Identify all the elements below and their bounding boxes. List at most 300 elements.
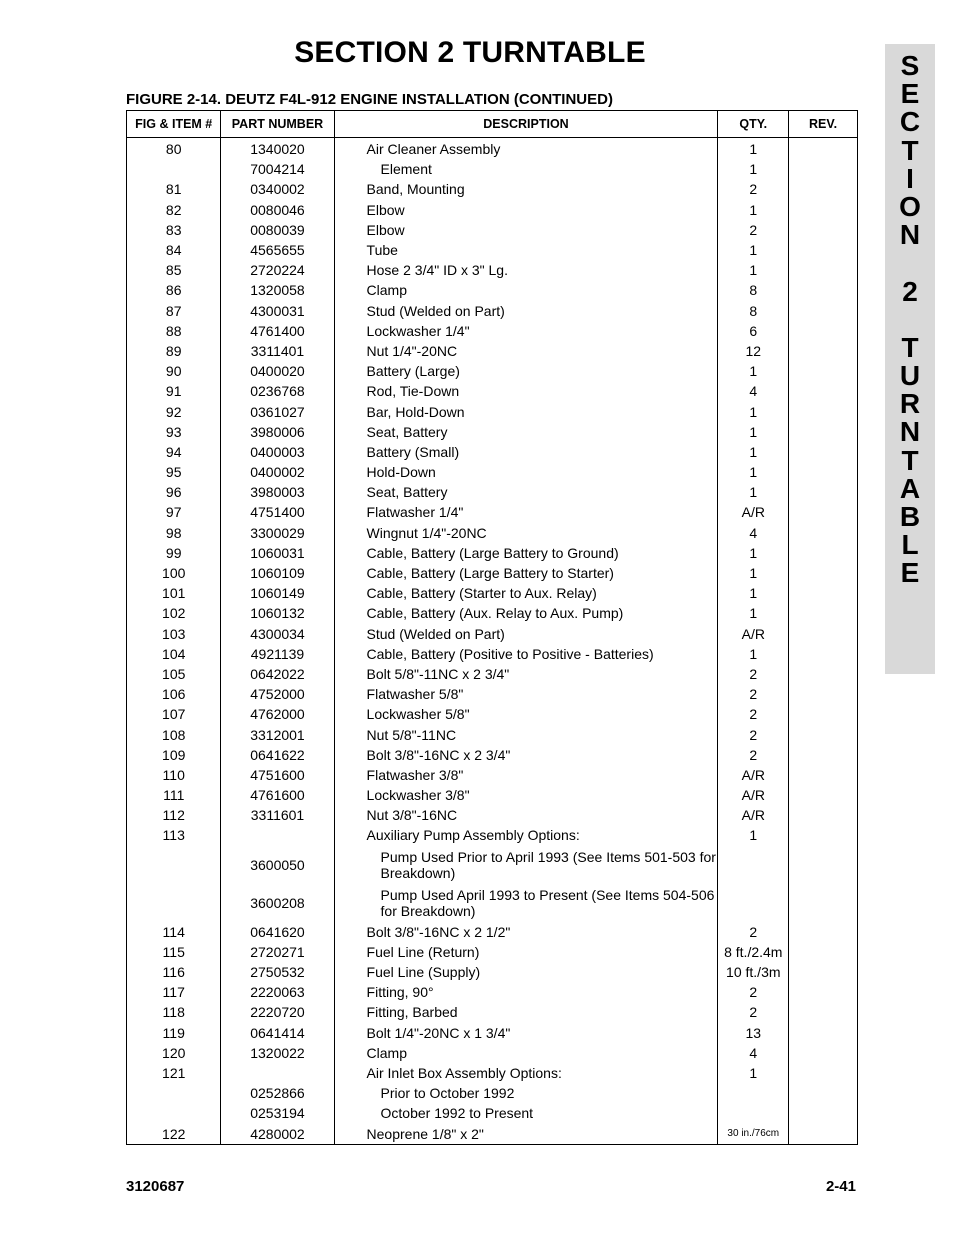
item-number-cell: 94 (127, 442, 221, 462)
table-row (127, 1103, 858, 1123)
qty-cell (718, 846, 789, 884)
table-row (127, 462, 858, 482)
item-number-cell: 85 (127, 260, 221, 280)
item-number-cell: 119 (127, 1023, 221, 1043)
rev-cell (789, 664, 858, 684)
table-row (127, 684, 858, 704)
description-cell: Rod, Tie-Down (334, 381, 718, 401)
table-row (127, 583, 858, 603)
table-row (127, 341, 858, 361)
table-row (127, 260, 858, 280)
table-row (127, 523, 858, 543)
description-cell: Battery (Small) (334, 442, 718, 462)
side-tab-letter: A (899, 472, 921, 504)
qty-cell: 2 (718, 704, 789, 724)
description-cell: Pump Used April 1993 to Present (See Items 504-506 for Breakdown) (334, 884, 718, 922)
qty-cell: 2 (718, 982, 789, 1002)
item-number-cell: 103 (127, 624, 221, 644)
side-tab-letter: N (899, 416, 921, 448)
table-row (127, 543, 858, 563)
description-cell: Cable, Battery (Large Battery to Starter) (334, 563, 718, 583)
part-number-cell: 3980003 (221, 482, 334, 502)
description-cell: Fuel Line (Supply) (334, 962, 718, 982)
table-row (127, 280, 858, 300)
table-row (127, 179, 858, 199)
item-number-cell: 114 (127, 922, 221, 942)
column-header-rev: REV. (789, 111, 858, 138)
figure-title: FIGURE 2-14. DEUTZ F4L-912 ENGINE INSTALLATION (CONTINUED) (126, 91, 613, 108)
part-number-cell: 4761600 (221, 785, 334, 805)
rev-cell (789, 1043, 858, 1063)
rev-cell (789, 846, 858, 884)
rev-cell (789, 1083, 858, 1103)
part-number-cell: 3600208 (221, 884, 334, 922)
rev-cell (789, 280, 858, 300)
table-row (127, 200, 858, 220)
item-number-cell: 106 (127, 684, 221, 704)
table-row (127, 982, 858, 1002)
table-row (127, 138, 858, 160)
description-cell: Bolt 3/8"-16NC x 2 3/4" (334, 745, 718, 765)
description-cell: Bolt 5/8"-11NC x 2 3/4" (334, 664, 718, 684)
qty-cell (718, 884, 789, 922)
table-row (127, 825, 858, 845)
table-row (127, 502, 858, 522)
item-number-cell: 86 (127, 280, 221, 300)
side-tab-letter: E (900, 78, 920, 110)
description-cell: Lockwasher 1/4" (334, 321, 718, 341)
side-tab-letter (885, 249, 935, 277)
rev-cell (789, 684, 858, 704)
table-row (127, 401, 858, 421)
part-number-cell: 4762000 (221, 704, 334, 724)
table-row (127, 563, 858, 583)
item-number-cell: 113 (127, 825, 221, 845)
part-number-cell: 3300029 (221, 523, 334, 543)
table-row (127, 381, 858, 401)
qty-cell: 12 (718, 341, 789, 361)
description-cell: Stud (Welded on Part) (334, 624, 718, 644)
description-cell: Seat, Battery (334, 482, 718, 502)
rev-cell (789, 1123, 858, 1144)
part-number-cell: 4300031 (221, 301, 334, 321)
rev-cell (789, 502, 858, 522)
item-number-cell: 104 (127, 644, 221, 664)
table-row (127, 922, 858, 942)
part-number-cell: 3311401 (221, 341, 334, 361)
side-tab-letter: S (900, 50, 920, 81)
qty-cell (718, 1103, 789, 1123)
item-number-cell: 98 (127, 523, 221, 543)
item-number-cell: 87 (127, 301, 221, 321)
part-number-cell: 0641620 (221, 922, 334, 942)
table-row (127, 805, 858, 825)
qty-cell: 4 (718, 523, 789, 543)
item-number-cell: 109 (127, 745, 221, 765)
item-number-cell: 121 (127, 1063, 221, 1083)
qty-cell: A/R (718, 785, 789, 805)
part-number-cell: 3312001 (221, 724, 334, 744)
description-cell: Bolt 3/8"-16NC x 2 1/2" (334, 922, 718, 942)
table-header-row (127, 111, 858, 138)
part-number-cell: 4752000 (221, 684, 334, 704)
description-cell: Pump Used Prior to April 1993 (See Items 501-503 for Breakdown) (334, 846, 718, 884)
side-tab-letter: R (899, 388, 921, 420)
part-number-cell: 0642022 (221, 664, 334, 684)
rev-cell (789, 982, 858, 1002)
qty-cell: 8 (718, 280, 789, 300)
table-row (127, 1043, 858, 1063)
table-row (127, 704, 858, 724)
description-cell: October 1992 to Present (334, 1103, 718, 1123)
item-number-cell: 96 (127, 482, 221, 502)
item-number-cell: 120 (127, 1043, 221, 1063)
rev-cell (789, 1103, 858, 1123)
part-number-cell: 4751400 (221, 502, 334, 522)
description-cell: Clamp (334, 1043, 718, 1063)
description-cell: Stud (Welded on Part) (334, 301, 718, 321)
qty-cell: A/R (718, 765, 789, 785)
table-row (127, 301, 858, 321)
side-tab-letter: O (899, 190, 921, 222)
qty-cell: 2 (718, 664, 789, 684)
item-number-cell: 82 (127, 200, 221, 220)
part-number-cell: 0400020 (221, 361, 334, 381)
rev-cell (789, 523, 858, 543)
item-number-cell: 88 (127, 321, 221, 341)
rev-cell (789, 724, 858, 744)
description-cell: Band, Mounting (334, 179, 718, 199)
rev-cell (789, 785, 858, 805)
table-row (127, 785, 858, 805)
item-number-cell: 102 (127, 603, 221, 623)
document-number: 3120687 (126, 1178, 185, 1195)
rev-cell (789, 1023, 858, 1043)
qty-cell: 1 (718, 1063, 789, 1083)
item-number-cell: 83 (127, 220, 221, 240)
description-cell: Prior to October 1992 (334, 1083, 718, 1103)
qty-cell: 1 (718, 825, 789, 845)
part-number-cell: 4565655 (221, 240, 334, 260)
part-number-cell: 0641414 (221, 1023, 334, 1043)
qty-cell: 2 (718, 724, 789, 744)
qty-cell: A/R (718, 502, 789, 522)
description-cell: Battery (Large) (334, 361, 718, 381)
side-tab-letter: B (899, 501, 921, 532)
qty-cell: A/R (718, 624, 789, 644)
qty-cell: A/R (718, 805, 789, 825)
part-number-cell: 0080046 (221, 200, 334, 220)
part-number-cell: 1340020 (221, 138, 334, 160)
side-tab-letter: T (901, 444, 919, 476)
rev-cell (789, 583, 858, 603)
side-tab-letter: E (900, 557, 920, 589)
item-number-cell: 112 (127, 805, 221, 825)
rev-cell (789, 884, 858, 922)
rev-cell (789, 1063, 858, 1083)
qty-cell: 2 (718, 922, 789, 942)
table-row (127, 159, 858, 179)
qty-cell: 4 (718, 1043, 789, 1063)
item-number-cell: 118 (127, 1002, 221, 1022)
item-number-cell: 116 (127, 962, 221, 982)
part-number-cell: 4300034 (221, 624, 334, 644)
side-tab-letter: I (906, 162, 914, 194)
part-number-cell: 3980006 (221, 422, 334, 442)
item-number-cell: 108 (127, 724, 221, 744)
table-row (127, 745, 858, 765)
table-row (127, 1083, 858, 1103)
table-row (127, 482, 858, 502)
item-number-cell: 90 (127, 361, 221, 381)
part-number-cell: 7004214 (221, 159, 334, 179)
rev-cell (789, 361, 858, 381)
part-number-cell: 4751600 (221, 765, 334, 785)
item-number-cell: 80 (127, 138, 221, 160)
qty-cell: 10 ft./3m (718, 962, 789, 982)
part-number-cell: 3311601 (221, 805, 334, 825)
qty-cell: 1 (718, 401, 789, 421)
part-number-cell: 2220720 (221, 1002, 334, 1022)
part-number-cell (221, 1063, 334, 1083)
rev-cell (789, 603, 858, 623)
description-cell: Auxiliary Pump Assembly Options: (334, 825, 718, 845)
qty-cell: 1 (718, 200, 789, 220)
part-number-cell: 0236768 (221, 381, 334, 401)
description-cell: Seat, Battery (334, 422, 718, 442)
rev-cell (789, 321, 858, 341)
qty-cell: 2 (718, 1002, 789, 1022)
description-cell: Clamp (334, 280, 718, 300)
column-header-item: FIG & ITEM # (127, 111, 221, 138)
part-number-cell: 4921139 (221, 644, 334, 664)
qty-cell: 13 (718, 1023, 789, 1043)
rev-cell (789, 624, 858, 644)
part-number-cell (221, 825, 334, 845)
rev-cell (789, 543, 858, 563)
qty-cell: 6 (718, 321, 789, 341)
table-row (127, 361, 858, 381)
rev-cell (789, 179, 858, 199)
item-number-cell: 92 (127, 401, 221, 421)
description-cell: Hose 2 3/4" ID x 3" Lg. (334, 260, 718, 280)
part-number-cell: 4761400 (221, 321, 334, 341)
qty-cell: 1 (718, 240, 789, 260)
qty-cell: 2 (718, 745, 789, 765)
item-number-cell: 97 (127, 502, 221, 522)
qty-cell: 1 (718, 603, 789, 623)
rev-cell (789, 301, 858, 321)
item-number-cell: 122 (127, 1123, 221, 1144)
qty-cell: 1 (718, 260, 789, 280)
item-number-cell: 117 (127, 982, 221, 1002)
description-cell: Flatwasher 1/4" (334, 502, 718, 522)
description-cell: Hold-Down (334, 462, 718, 482)
side-tab-letter (885, 306, 935, 334)
description-cell: Nut 5/8"-11NC (334, 724, 718, 744)
item-number-cell: 107 (127, 704, 221, 724)
description-cell: Cable, Battery (Large Battery to Ground) (334, 543, 718, 563)
column-header-part-number: PART NUMBER (221, 111, 334, 138)
qty-cell: 1 (718, 361, 789, 381)
description-cell: Cable, Battery (Aux. Relay to Aux. Pump) (334, 603, 718, 623)
parts-table (126, 110, 858, 1145)
item-number-cell: 91 (127, 381, 221, 401)
description-cell: Fitting, 90° (334, 982, 718, 1002)
qty-cell: 2 (718, 684, 789, 704)
item-number-cell (127, 1103, 221, 1123)
side-tab-letter: U (899, 360, 921, 392)
qty-cell: 1 (718, 422, 789, 442)
side-tab-letter: L (901, 529, 919, 561)
part-number-cell: 0400003 (221, 442, 334, 462)
part-number-cell: 0340002 (221, 179, 334, 199)
table-row (127, 603, 858, 623)
qty-cell: 1 (718, 159, 789, 179)
table-row (127, 220, 858, 240)
page-number: 2-41 (825, 1178, 856, 1195)
item-number-cell (127, 1083, 221, 1103)
qty-cell: 2 (718, 179, 789, 199)
description-cell: Flatwasher 5/8" (334, 684, 718, 704)
rev-cell (789, 922, 858, 942)
rev-cell (789, 200, 858, 220)
rev-cell (789, 381, 858, 401)
table-row (127, 1002, 858, 1022)
part-number-cell: 1060132 (221, 603, 334, 623)
description-cell: Nut 3/8"-16NC (334, 805, 718, 825)
table-row (127, 422, 858, 442)
qty-cell: 4 (718, 381, 789, 401)
qty-cell: 1 (718, 442, 789, 462)
rev-cell (789, 442, 858, 462)
part-number-cell: 1320022 (221, 1043, 334, 1063)
table-row (127, 962, 858, 982)
qty-cell: 1 (718, 644, 789, 664)
item-number-cell (127, 159, 221, 179)
description-cell: Fuel Line (Return) (334, 942, 718, 962)
table-row (127, 442, 858, 462)
description-cell: Element (334, 159, 718, 179)
side-tab-letter: T (901, 134, 919, 166)
qty-cell: 8 (718, 301, 789, 321)
table-row (127, 1023, 858, 1043)
table-row (127, 765, 858, 785)
item-number-cell: 99 (127, 543, 221, 563)
table-row (127, 321, 858, 341)
section-side-tab (885, 44, 935, 674)
rev-cell (789, 422, 858, 442)
part-number-cell: 0361027 (221, 401, 334, 421)
description-cell: Wingnut 1/4"-20NC (334, 523, 718, 543)
item-number-cell: 100 (127, 563, 221, 583)
parts-table-body (127, 138, 858, 1145)
part-number-cell: 1060031 (221, 543, 334, 563)
description-cell: Nut 1/4"-20NC (334, 341, 718, 361)
item-number-cell: 101 (127, 583, 221, 603)
table-row (127, 1123, 858, 1144)
side-tab-letter: C (899, 106, 921, 138)
side-tab-letter: N (899, 219, 921, 251)
rev-cell (789, 482, 858, 502)
rev-cell (789, 745, 858, 765)
item-number-cell: 95 (127, 462, 221, 482)
rev-cell (789, 462, 858, 482)
qty-cell: 1 (718, 563, 789, 583)
part-number-cell: 1060149 (221, 583, 334, 603)
table-row (127, 884, 858, 922)
qty-cell: 1 (718, 583, 789, 603)
description-cell: Neoprene 1/8" x 2" (334, 1123, 718, 1144)
part-number-cell: 0641622 (221, 745, 334, 765)
part-number-cell: 0252866 (221, 1083, 334, 1103)
item-number-cell (127, 846, 221, 884)
item-number-cell: 111 (127, 785, 221, 805)
item-number-cell: 115 (127, 942, 221, 962)
table-row (127, 644, 858, 664)
qty-cell: 1 (718, 462, 789, 482)
rev-cell (789, 805, 858, 825)
column-header-qty: QTY. (718, 111, 789, 138)
item-number-cell: 84 (127, 240, 221, 260)
qty-cell: 1 (718, 482, 789, 502)
rev-cell (789, 644, 858, 664)
side-tab-letter: T (901, 331, 919, 363)
rev-cell (789, 942, 858, 962)
qty-cell: 1 (718, 543, 789, 563)
rev-cell (789, 765, 858, 785)
description-cell: Flatwasher 3/8" (334, 765, 718, 785)
side-tab-letter: 2 (902, 275, 918, 307)
description-cell: Air Inlet Box Assembly Options: (334, 1063, 718, 1083)
item-number-cell: 89 (127, 341, 221, 361)
item-number-cell: 110 (127, 765, 221, 785)
rev-cell (789, 159, 858, 179)
qty-cell: 8 ft./2.4m (718, 942, 789, 962)
part-number-cell: 0400002 (221, 462, 334, 482)
table-row (127, 624, 858, 644)
description-cell: Elbow (334, 220, 718, 240)
part-number-cell: 1320058 (221, 280, 334, 300)
table-row (127, 724, 858, 744)
part-number-cell: 2750532 (221, 962, 334, 982)
table-row (127, 1063, 858, 1083)
item-number-cell: 105 (127, 664, 221, 684)
rev-cell (789, 220, 858, 240)
part-number-cell: 2220063 (221, 982, 334, 1002)
description-cell: Air Cleaner Assembly (334, 138, 718, 160)
qty-cell: 30 in./76cm (718, 1123, 789, 1144)
part-number-cell: 3600050 (221, 846, 334, 884)
table-row (127, 240, 858, 260)
description-cell: Lockwasher 5/8" (334, 704, 718, 724)
rev-cell (789, 962, 858, 982)
description-cell: Fitting, Barbed (334, 1002, 718, 1022)
column-header-description: DESCRIPTION (334, 111, 718, 138)
item-number-cell: 81 (127, 179, 221, 199)
rev-cell (789, 1002, 858, 1022)
rev-cell (789, 704, 858, 724)
rev-cell (789, 401, 858, 421)
section-title: SECTION 2 TURNTABLE (294, 36, 646, 69)
rev-cell (789, 825, 858, 845)
rev-cell (789, 341, 858, 361)
description-cell: Lockwasher 3/8" (334, 785, 718, 805)
description-cell: Cable, Battery (Positive to Positive - Batteries) (334, 644, 718, 664)
part-number-cell: 2720271 (221, 942, 334, 962)
side-tab-letters (885, 52, 935, 588)
rev-cell (789, 240, 858, 260)
